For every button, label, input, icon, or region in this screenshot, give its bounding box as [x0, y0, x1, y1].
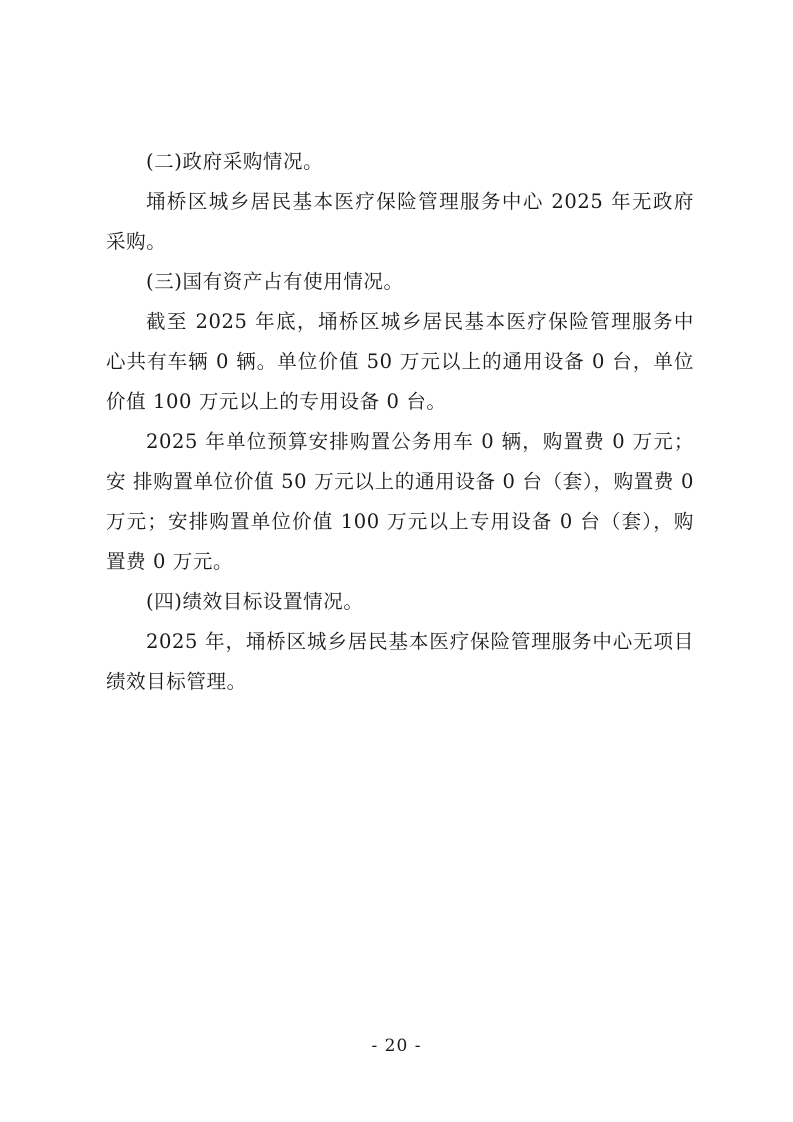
section-heading-procurement: (二)政府采购情况。 — [146, 150, 324, 173]
page-number: - 20 - — [371, 1036, 422, 1056]
paragraph-procurement: 埇桥区城乡居民基本医疗保险管理服务中心 2025 年无政府采购。 — [106, 190, 694, 253]
paragraph-assets-budget: 2025 年单位预算安排购置公务用车 0 辆，购置费 0 万元；安 排购置单位价值 50 万元以上的通用设备 0 台（套），购置费 0 万元；安排购置单位价值 100 万元以上专用设备 0 台（套），购 置费 0 万元。 — [106, 430, 694, 573]
document-body — [106, 142, 694, 702]
paragraph-performance: 2025 年，埇桥区城乡居民基本医疗保险管理服务中心无项目绩效目标管理。 — [106, 630, 694, 693]
section-heading-performance: (四)绩效目标设置情况。 — [146, 590, 364, 613]
paragraph-assets-status: 截至 2025 年底，埇桥区城乡居民基本医疗保险管理服务中心共有车辆 0 辆。单位价值 50 万元以上的通用设备 0 台，单位 价值 100 万元以上的专用设备 0 台。 — [106, 310, 694, 413]
section-heading-assets: (三)国有资产占有使用情况。 — [146, 270, 404, 293]
